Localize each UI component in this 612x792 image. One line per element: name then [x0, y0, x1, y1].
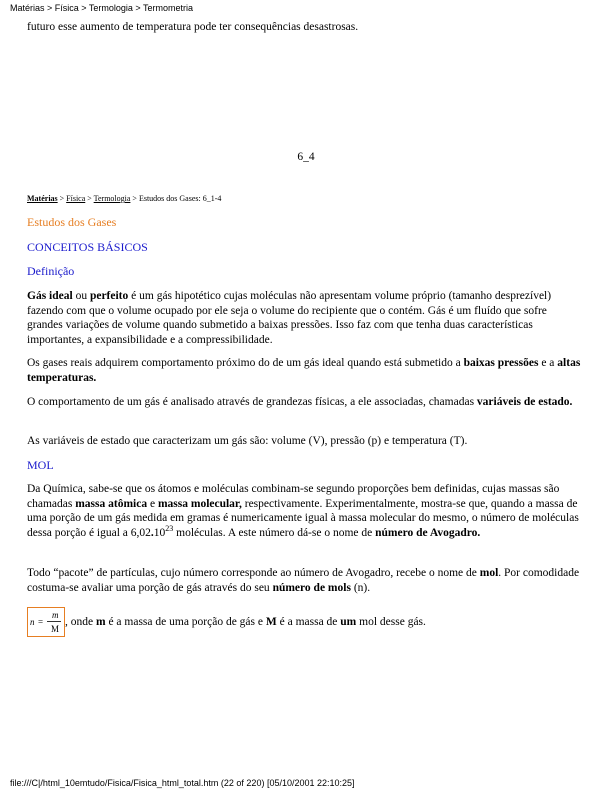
- text: é um gás hipotético cujas moléculas não apresentam volume próprio (tamanho desprezível) fazendo com que o volume ocupado por ele seja o volume do recipiente que o contém. Gás é um fluído que sofre grandes variações de volume quando submetido a baixas pressões. Isso faz com que tenha duas características importantes, a expansibilidade e a compressibilidade.: [27, 290, 552, 346]
- heading-conceitos-basicos: CONCEITOS BÁSICOS: [27, 240, 148, 254]
- paragraph-quimica: [27, 482, 585, 540]
- text: ou: [72, 290, 90, 302]
- page-number: 6_4: [297, 151, 315, 163]
- bold-altas-temperaturas: altas temperaturas.: [27, 357, 581, 384]
- breadcrumb-link-materias[interactable]: Matérias: [27, 194, 58, 203]
- text: e a: [538, 357, 558, 369]
- paragraph-comportamento: [27, 395, 585, 410]
- paragraph-variaveis: As variáveis de estado que caracterizam um gás são: volume (V), pressão (p) e temperatura (T).: [27, 435, 468, 447]
- paragraph-formula: [27, 607, 585, 637]
- exponent: 23: [165, 523, 174, 533]
- text: (n).: [350, 581, 371, 594]
- bold-numero-de-avogadro: número de Avogadro.: [375, 526, 481, 539]
- heading-definicao: Definição: [27, 264, 75, 278]
- formula-denominator: M: [51, 624, 60, 635]
- bold-massa-molecular: massa molecular,: [157, 497, 242, 510]
- paragraph-gas-ideal: [27, 289, 585, 347]
- bold-numero-de-mols: número de mols: [272, 581, 351, 594]
- breadcrumb-separator: >: [85, 194, 94, 203]
- bold-M: M: [265, 616, 277, 628]
- text: 10: [153, 526, 166, 539]
- browser-footer-url: file:///C|/html_10emtudo/Fisica/Fisica_html_total.htm (22 of 220) [05/10/2001 22:10:25]: [10, 778, 355, 788]
- browser-header-path: Matérias > Física > Termologia > Termometria: [10, 3, 193, 13]
- text: Todo “pacote” de partículas, cujo número corresponde ao número de Avogadro, recebe o nome de: [27, 567, 480, 579]
- breadcrumb-separator: >: [57, 194, 67, 203]
- text: Da Química, sabe-se que os átomos e moléculas combinam-se segundo proporções bem definidas, cujas massas são chamadas: [27, 483, 560, 510]
- text: mol desse gás.: [356, 616, 426, 628]
- paragraph-pacote: [27, 566, 585, 595]
- bold-gas-ideal: Gás ideal: [27, 290, 73, 302]
- breadcrumb-link-fisica[interactable]: Física: [66, 194, 86, 203]
- text: é a massa de uma porção de gás e: [105, 616, 266, 628]
- bold-m: m: [95, 616, 106, 628]
- text: e: [147, 497, 158, 510]
- text: , onde: [65, 616, 96, 628]
- breadcrumb-link-termologia[interactable]: Termologia: [93, 194, 131, 203]
- bold-dot: .: [150, 526, 154, 539]
- paragraph-gases-reais: [27, 356, 585, 385]
- text: respectivamente. Experimentalmente, mostra-se que, quando a massa de uma porção de um gás medida em gramas é numericamente igual à massa molecular do mesmo, o número de moléculas dessa porção é igual a 6,02: [27, 497, 579, 539]
- text: Os gases reais adquirem comportamento próximo do de um gás ideal quando está submetido a: [27, 357, 464, 369]
- bold-baixas-pressoes: baixas pressões: [463, 357, 539, 369]
- heading-mol: MOL: [27, 458, 54, 472]
- continuation-text: futuro esse aumento de temperatura pode ter consequências desastrosas.: [27, 21, 359, 33]
- formula-lhs: n: [30, 617, 35, 628]
- bold-variaveis-de-estado: variáveis de estado.: [476, 396, 573, 408]
- formula-image: [27, 607, 65, 637]
- text: moléculas. A este número dá-se o nome de: [173, 526, 376, 539]
- text: é a massa de: [276, 616, 341, 628]
- formula-numerator: m: [52, 610, 59, 621]
- formula-eq: =: [38, 617, 44, 628]
- bold-um: um: [340, 616, 357, 628]
- bold-mol: mol: [479, 567, 499, 579]
- text: O comportamento de um gás é analisado através de grandezas físicas, a ele associadas, chamadas: [27, 396, 477, 408]
- breadcrumb-current: Estudos dos Gases: 6_1-4: [138, 194, 222, 203]
- bold-perfeito: perfeito: [89, 290, 129, 302]
- breadcrumb: [27, 194, 221, 203]
- section-title: Estudos dos Gases: [27, 215, 117, 229]
- text: . Por comodidade costuma-se avaliar uma porção de gás através do seu: [27, 567, 580, 594]
- bold-massa-atomica: massa atômica: [75, 497, 148, 510]
- breadcrumb-separator: >: [130, 194, 139, 203]
